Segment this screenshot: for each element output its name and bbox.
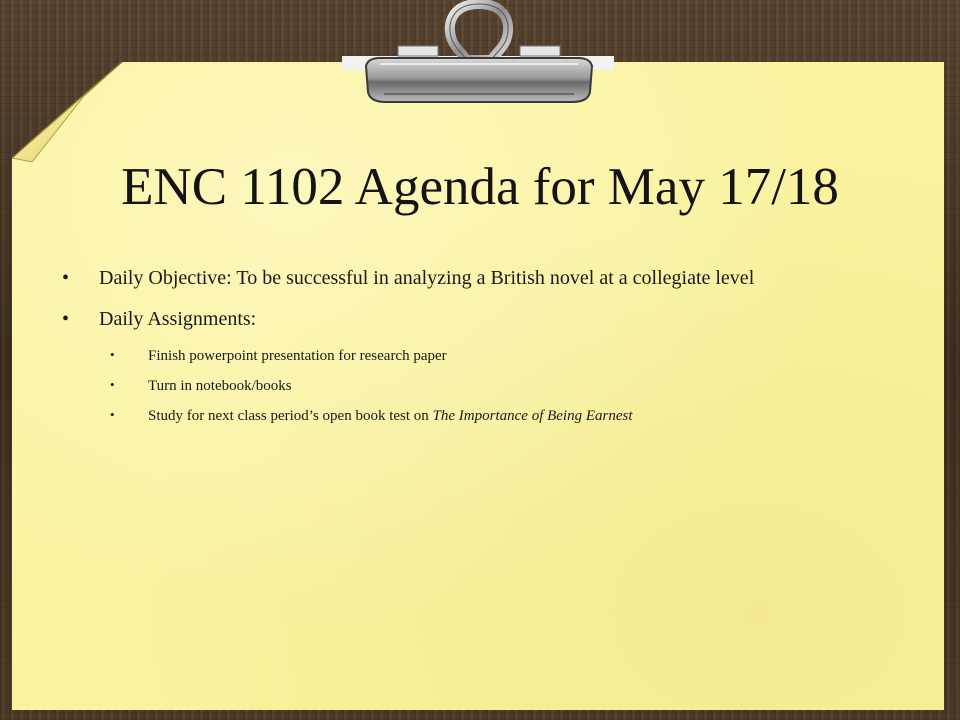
binder-clip-icon [340,0,618,110]
bullet-marker: • [62,308,70,330]
list-item [110,407,852,425]
assignments-heading: Daily Assignments: [99,308,257,330]
list-item [110,347,852,365]
assignment-text: Finish powerpoint presentation for research paper [148,348,447,364]
assignment-text: Turn in notebook/books [148,378,292,394]
sub-bullet-marker: • [110,407,115,422]
sub-bullet-marker: • [110,347,115,362]
assignment-list [62,347,852,425]
sub-bullet-marker: • [110,377,115,392]
agenda-content [62,265,852,437]
slide-title: ENC 1102 Agenda for May 17/18 [121,158,839,216]
objective-bullet [62,265,852,291]
assignment-text: Study for next class period’s open book test on [148,408,433,424]
objective-text: Daily Objective: To be successful in analyzing a British novel at a collegiate level [99,267,755,289]
book-title: The Importance of Being Earnest [432,408,633,424]
assignments-bullet [62,306,852,332]
list-item [110,377,852,395]
bullet-marker: • [62,267,70,289]
